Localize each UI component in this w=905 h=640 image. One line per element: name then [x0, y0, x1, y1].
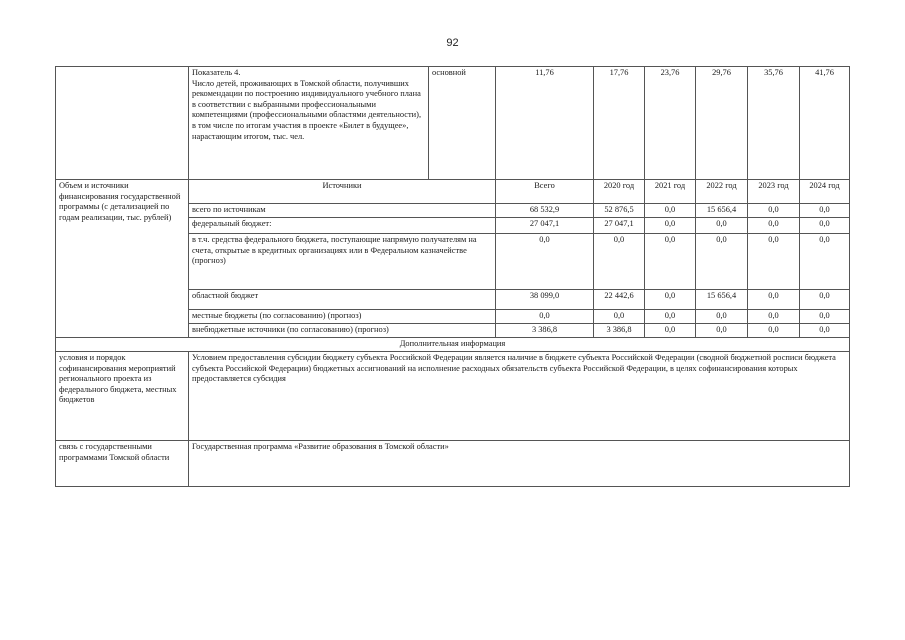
funding-row-value: 0,0	[696, 218, 748, 234]
indicator-value-2022: 29,76	[696, 67, 748, 180]
funding-row-value: 0,0	[645, 310, 696, 324]
funding-row-value: 0,0	[748, 204, 800, 218]
additional-info-header: Дополнительная информация	[56, 338, 850, 352]
funding-row-value: 0,0	[800, 218, 850, 234]
funding-header-row	[56, 180, 850, 204]
funding-row-total: 3 386,8	[496, 324, 594, 338]
funding-row-value: 3 386,8	[594, 324, 645, 338]
funding-row-name: внебюджетные источники (по согласованию) (прогноз)	[189, 324, 496, 338]
funding-row-total: 0,0	[496, 310, 594, 324]
indicator-value-2023: 35,76	[748, 67, 800, 180]
page-number: 92	[446, 37, 459, 49]
funding-row-value: 0,0	[594, 310, 645, 324]
funding-row-value: 27 047,1	[594, 218, 645, 234]
funding-row-value: 0,0	[748, 218, 800, 234]
funding-row-value: 0,0	[800, 290, 850, 310]
indicator-left-empty	[56, 67, 189, 180]
funding-row-value: 0,0	[696, 234, 748, 290]
funding-row-name: областной бюджет	[189, 290, 496, 310]
funding-row-value: 0,0	[594, 234, 645, 290]
funding-row-value: 0,0	[696, 310, 748, 324]
funding-row-name: федеральный бюджет:	[189, 218, 496, 234]
funding-header-year: 2023 год	[748, 180, 800, 204]
funding-row-value: 0,0	[748, 310, 800, 324]
funding-row-name: в т.ч. средства федерального бюджета, поступающие напрямую получателям на счета, открытые в кредитных организациях или в Федеральном казначействе (прогноз)	[189, 234, 496, 290]
funding-row-value: 0,0	[748, 234, 800, 290]
conditions-text: Условием предоставления субсидии бюджету субъекта Российской Федерации является наличие в бюджете субъекта Российской Федерации (сводной бюджетной росписи бюджета субъекта Российской Федерации) бюджетных ассигнований на исполнение расходных обязательств субъекта Российской Федерации, в целях софинансирования которых предоставляется субсидия	[189, 352, 850, 441]
funding-row-value: 0,0	[748, 324, 800, 338]
indicator-description-cell	[189, 67, 429, 180]
funding-row-value: 0,0	[800, 310, 850, 324]
programs-link-text: Государственная программа «Развитие образования в Томской области»	[189, 441, 850, 487]
funding-row-value: 52 876,5	[594, 204, 645, 218]
funding-row-value: 0,0	[645, 218, 696, 234]
funding-header-year: 2020 год	[594, 180, 645, 204]
indicator-value-2021: 23,76	[645, 67, 696, 180]
indicator-row	[56, 67, 850, 180]
programs-link-label: связь с государственными программами Томской области	[56, 441, 189, 487]
funding-row-value: 15 656,4	[696, 290, 748, 310]
indicator-value-2024: 41,76	[800, 67, 850, 180]
programs-link-row	[56, 441, 850, 487]
funding-header-sources: Источники	[189, 180, 496, 204]
funding-row-value: 0,0	[645, 290, 696, 310]
funding-row-value: 0,0	[645, 324, 696, 338]
funding-label: Объем и источники финансирования государственной программы (с детализацией по годам реализации, тыс. рублей)	[56, 180, 189, 338]
funding-row-value: 0,0	[645, 234, 696, 290]
indicator-title: Показатель 4.	[192, 68, 241, 77]
funding-header-total: Всего	[496, 180, 594, 204]
program-table	[55, 66, 850, 487]
funding-row-value: 0,0	[696, 324, 748, 338]
funding-header-year: 2024 год	[800, 180, 850, 204]
conditions-row	[56, 352, 850, 441]
funding-row-name: всего по источникам	[189, 204, 496, 218]
funding-row-total: 27 047,1	[496, 218, 594, 234]
funding-header-year: 2021 год	[645, 180, 696, 204]
funding-row-value: 22 442,6	[594, 290, 645, 310]
indicator-value-base: 11,76	[496, 67, 594, 180]
funding-row-value: 0,0	[748, 290, 800, 310]
funding-row-value: 0,0	[800, 234, 850, 290]
conditions-label: условия и порядок софинансирования мероприятий регионального проекта из федерального бюджета, местных бюджетов	[56, 352, 189, 441]
funding-row-value: 0,0	[800, 324, 850, 338]
funding-row-value: 0,0	[645, 204, 696, 218]
funding-row-value: 0,0	[800, 204, 850, 218]
indicator-type: основной	[429, 67, 496, 180]
additional-info-header-row	[56, 338, 850, 352]
funding-row-total: 38 099,0	[496, 290, 594, 310]
funding-row-total: 68 532,9	[496, 204, 594, 218]
funding-header-year: 2022 год	[696, 180, 748, 204]
funding-row-name: местные бюджеты (по согласованию) (прогноз)	[189, 310, 496, 324]
indicator-value-2020: 17,76	[594, 67, 645, 180]
funding-row-total: 0,0	[496, 234, 594, 290]
funding-row-value: 15 656,4	[696, 204, 748, 218]
indicator-description: Число детей, проживающих в Томской области, получивших рекомендации по построению индивидуального учебного плана в соответствии с выбранными профессиональными компетенциями (профессиональными областями деятельности), в том числе по итогам участия в проекте «Билет в будущее», нарастающим итогом, тыс. чел.	[192, 78, 422, 141]
